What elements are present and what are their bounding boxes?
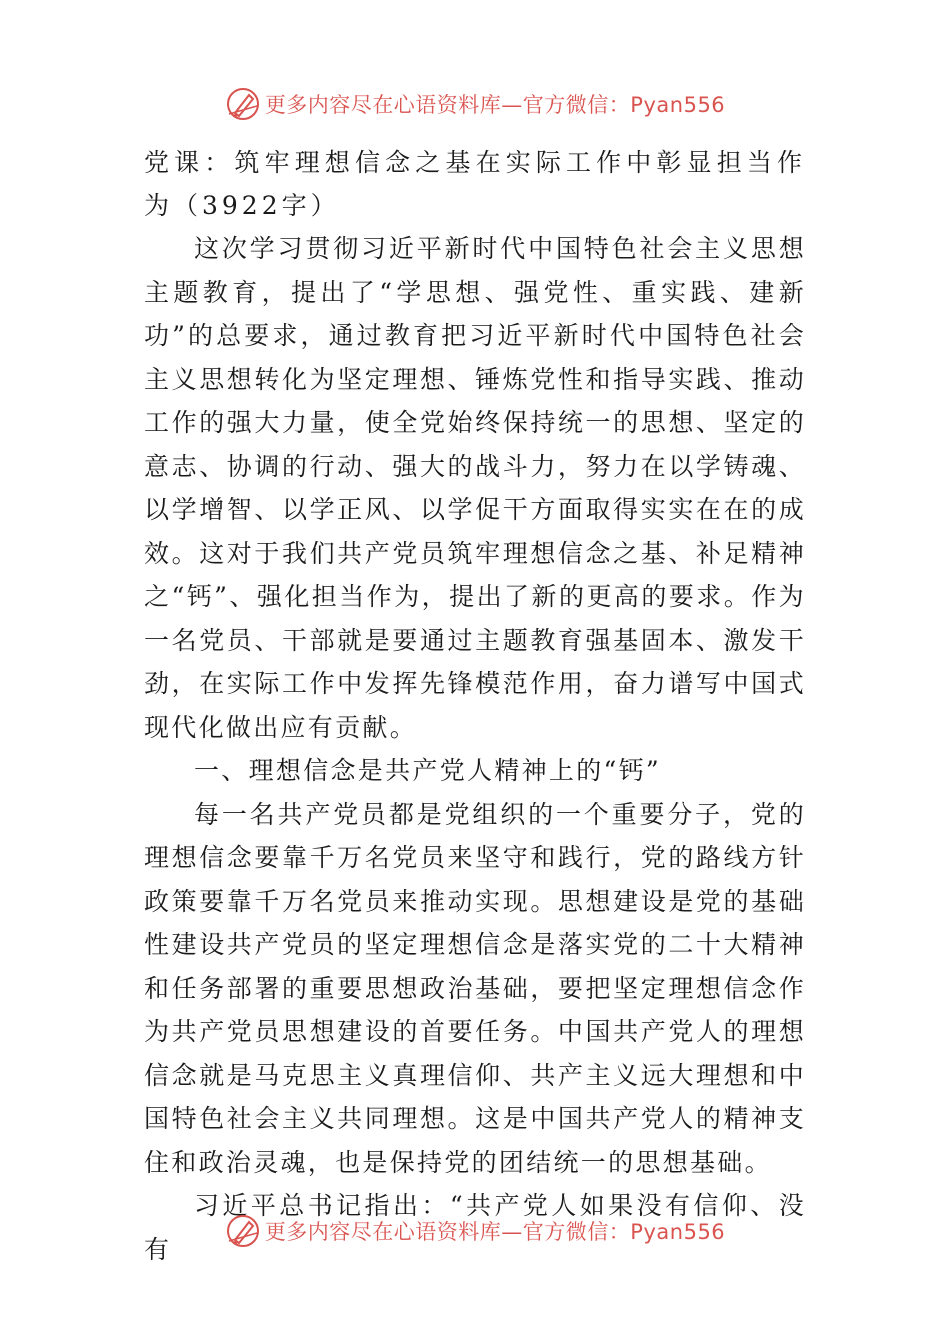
document-title: 党课：筑牢理想信念之基在实际工作中彰显担当作为（3922字） xyxy=(144,148,806,220)
header-banner xyxy=(0,84,950,124)
footer-banner xyxy=(0,1211,950,1251)
pen-nib-logo-icon xyxy=(225,1213,261,1249)
section-paragraph: 每一名共产党员都是党组织的一个重要分子，党的理想信念要靠千万名党员来坚守和践行，党的路线方针政策要靠千万名党员来推动实现。思想建设是党的基础性建设共产党员的坚定理想信念是落实党的二十大精神和任务部署的重要思想政治基础，要把坚定理想信念作为共产党员思想建设的首要任务。中国共产党人的理想信念就是马克思主义真理信仰、共产主义远大理想和中国特色社会主义共同理想。这是中国共产党人的精神支住和政治灵魂，也是保持党的团结统一的思想基础。 xyxy=(144,799,806,1177)
intro-paragraph: 这次学习贯彻习近平新时代中国特色社会主义思想主题教育，提出了“学思想、强党性、重实践、建新功”的总要求，通过教育把习近平新时代中国特色社会主义思想转化为坚定理想、锤炼党性和指导实践、推动工作的强大力量，使全党始终保持统一的思想、坚定的意志、协调的行动、强大的战斗力，努力在以学铸魂、以学增智、以学正风、以学促干方面取得实实在在的成效。这对于我们共产党员筑牢理想信念之基、补足精神之“钙”、强化担当作为，提出了新的更高的要求。作为一名党员、干部就是要通过主题教育强基固本、激发干劲，在实际工作中发挥先锋模范作用，奋力谱写中国式现代化做出应有贡献。 xyxy=(144,234,806,742)
section-heading: 一、理想信念是共产党人精神上的“钙” xyxy=(194,756,661,785)
document-body xyxy=(144,141,806,1271)
section-paragraph: 习近平总书记指出：“共产党人如果没有信仰、没有 xyxy=(144,1191,806,1264)
banner-text: 更多内容尽在心语资料库—官方微信：Pyan556 xyxy=(264,1220,726,1244)
banner-text: 更多内容尽在心语资料库—官方微信：Pyan556 xyxy=(264,93,726,117)
pen-nib-logo-icon xyxy=(225,86,261,122)
